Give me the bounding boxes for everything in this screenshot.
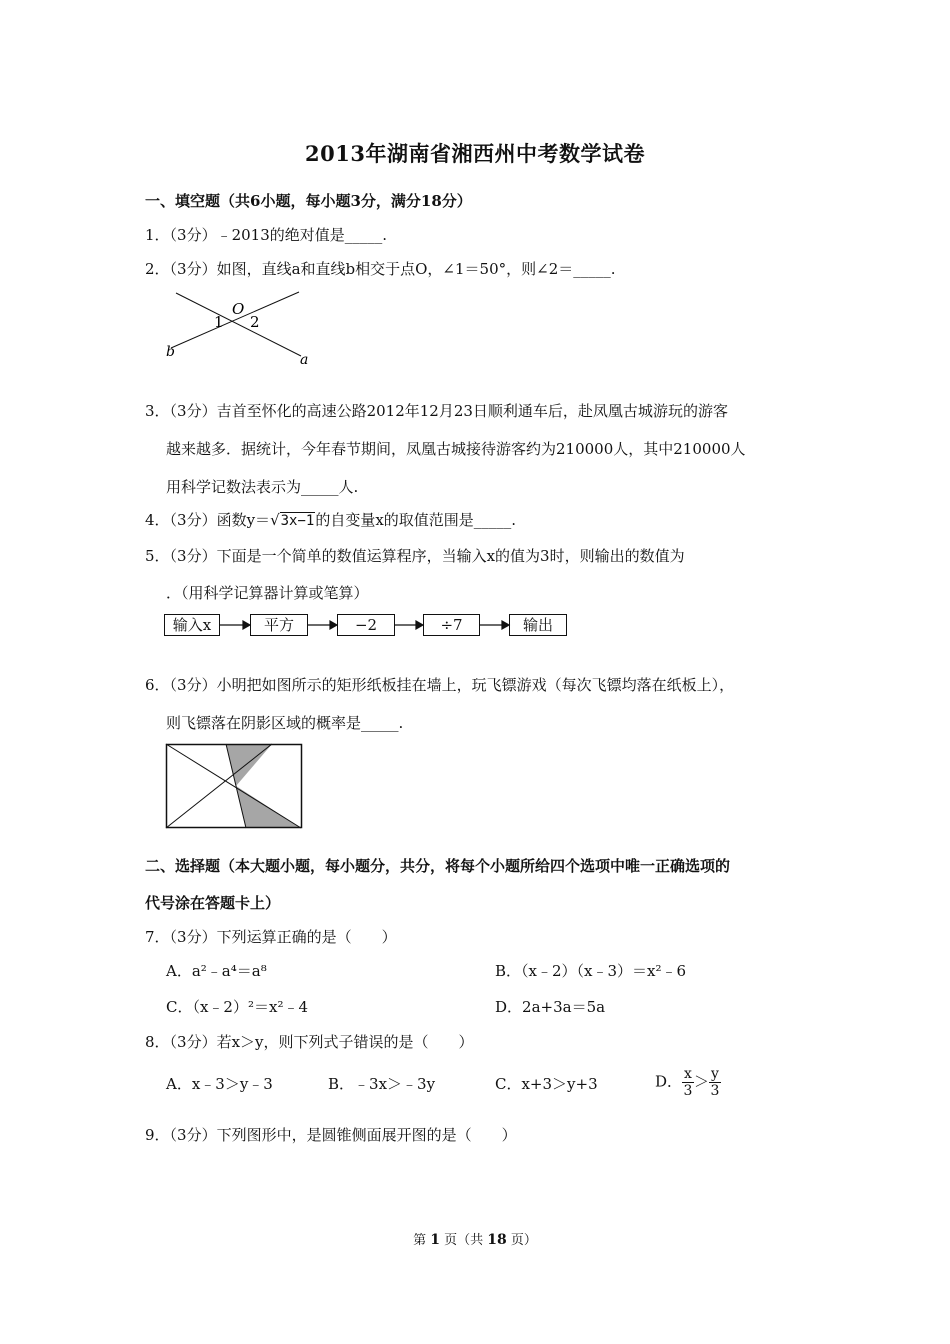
option-7b: B．（x﹣2）（x﹣3）＝x²﹣6 <box>495 962 687 980</box>
label-a: a <box>300 352 309 368</box>
question-9: 9．（3分）下列图形中，是圆锥侧面展开图的是（ ） <box>145 1126 517 1144</box>
radicand: 3x−1 <box>280 513 315 529</box>
section-heading-2-line-2: 代号涂在答题卡上） <box>145 894 281 912</box>
fraction-numerator: y <box>710 1066 719 1082</box>
intersecting-lines-figure <box>166 288 316 368</box>
section-heading-1: 一、填空题（共6小题，每小题3分，满分18分） <box>145 192 472 210</box>
question-4-prefix: 4．（3分）函数y＝ <box>145 511 271 529</box>
fraction-denominator: 3 <box>683 1083 693 1099</box>
label-angle-1: 1 <box>214 313 224 331</box>
page-number: 1 <box>430 1232 440 1248</box>
option-8a: A．x﹣3＞y﹣3 <box>166 1075 273 1093</box>
question-3-line-1: 3．（3分）吉首至怀化的高速公路2012年12月23日顺利通车后，赴凤凰古城游玩的游客 <box>145 402 728 420</box>
footer-text: 第 <box>413 1233 427 1248</box>
page-footer <box>0 1229 950 1248</box>
option-7d: D．2a+3a＝5a <box>495 998 606 1016</box>
flow-arrows <box>164 614 567 636</box>
question-1: 1．（3分）﹣2013的绝对值是_____. <box>145 226 388 244</box>
flow-input-box: 输入x <box>164 614 220 636</box>
fraction-numerator: x <box>684 1066 692 1082</box>
flow-divide-box: ÷7 <box>423 614 480 636</box>
option-7a: A．a²﹣a⁴＝a⁸ <box>166 962 267 980</box>
flow-output-box: 输出 <box>509 614 567 636</box>
question-5-line-1: 5．（3分）下面是一个简单的数值运算程序，当输入x的值为3时，则输出的数值为 <box>145 547 685 565</box>
label-b: b <box>166 344 175 360</box>
footer-text: 页（共 <box>444 1233 484 1248</box>
option-7c: C．（x﹣2）²＝x²﹣4 <box>166 998 309 1016</box>
question-4 <box>145 509 516 530</box>
question-3-line-2: 越来越多．据统计，今年春节期间，凤凰古城接待游客约为210000人，其中210000人 <box>166 440 746 458</box>
page-title: 2013年湖南省湘西州中考数学试卷 <box>305 141 645 166</box>
option-8d <box>655 1066 721 1099</box>
footer-text: 页） <box>510 1233 537 1248</box>
question-6-line-1: 6．（3分）小明把如图所示的矩形纸板挂在墙上，玩飞镖游戏（每次飞镖均落在纸板上）， <box>145 676 735 694</box>
flow-minus-box: −2 <box>337 614 395 636</box>
dartboard-rectangle-figure <box>166 744 306 828</box>
section-heading-2-line-1: 二、选择题（本大题小题，每小题分，共分，将每个小题所给四个选项中唯一正确选项的 <box>145 857 731 875</box>
option-8c: C．x+3＞y+3 <box>495 1075 598 1093</box>
label-o: O <box>232 300 245 318</box>
option-8b: B．﹣3x＞﹣3y <box>328 1075 436 1093</box>
label-angle-2: 2 <box>250 313 260 331</box>
greater-than-sign: ＞ <box>693 1072 709 1091</box>
fraction-denominator: 3 <box>710 1083 720 1099</box>
question-3-line-3: 用科学记数法表示为_____人. <box>166 478 359 496</box>
question-5-line-2: ．（用科学记算器计算或笔算） <box>166 584 369 602</box>
fraction-x-over-3 <box>682 1066 694 1099</box>
shaded-region-top <box>226 744 272 786</box>
total-pages: 18 <box>487 1232 507 1248</box>
fraction-y-over-3 <box>709 1066 721 1099</box>
flow-square-box: 平方 <box>250 614 308 636</box>
question-4-suffix: 的自变量x的取值范围是_____. <box>315 511 517 529</box>
option-8d-label: D． <box>655 1072 683 1091</box>
radical-sign: √ <box>270 511 280 529</box>
question-2: 2．（3分）如图，直线a和直线b相交于点O，∠1＝50°，则∠2＝_____. <box>145 260 616 278</box>
question-7: 7．（3分）下列运算正确的是（ ） <box>145 928 397 946</box>
question-6-line-2: 则飞镖落在阴影区域的概率是_____. <box>166 714 404 732</box>
question-8: 8．（3分）若x＞y，则下列式子错误的是（ ） <box>145 1033 474 1051</box>
